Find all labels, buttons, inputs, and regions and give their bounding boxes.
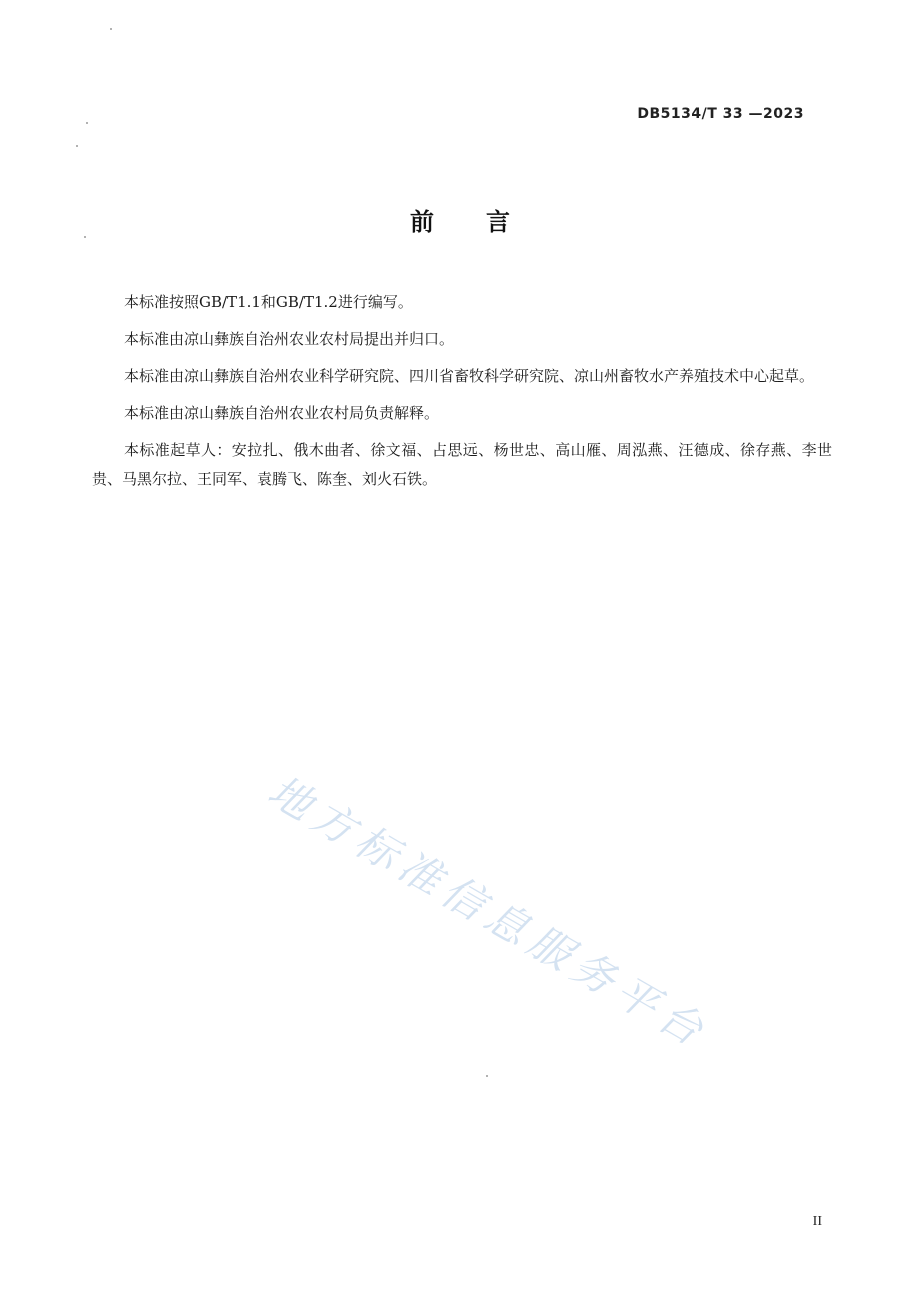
paragraph-drafting-rules: 本标准按照GB/T1.1和GB/T1.2进行编写。: [124, 293, 413, 311]
paragraph-drafting-units: 本标准由凉山彝族自治州农业科学研究院、四川省畜牧科学研究院、凉山州畜牧水产养殖技术中心起草。: [124, 367, 815, 385]
title-char-2: 言: [486, 208, 510, 236]
scan-speck: [76, 145, 78, 147]
document-code: DB5134/T 33 —2023: [637, 106, 804, 122]
paragraph-drafters: 本标准起草人：安拉扎、俄木曲者、徐文福、占思远、杨世忠、高山雁、周泓燕、汪德成、徐存燕、李世贵、马黑尔拉、王同军、袁腾飞、陈奎、刘火石铁。: [92, 441, 832, 488]
scan-speck: [86, 122, 88, 124]
watermark: 地方标准信息服务平台: [259, 765, 718, 1059]
scan-speck: [486, 1075, 488, 1077]
scan-speck: [84, 236, 86, 238]
paragraph-proposer: 本标准由凉山彝族自治州农业农村局提出并归口。: [124, 330, 455, 348]
title-char-1: 前: [410, 208, 434, 236]
paragraph-interpretation: 本标准由凉山彝族自治州农业农村局负责解释。: [124, 404, 440, 422]
page-number: II: [812, 1214, 822, 1229]
scan-speck: [110, 28, 112, 30]
foreword-body: [92, 288, 832, 502]
page-title: [0, 202, 920, 237]
